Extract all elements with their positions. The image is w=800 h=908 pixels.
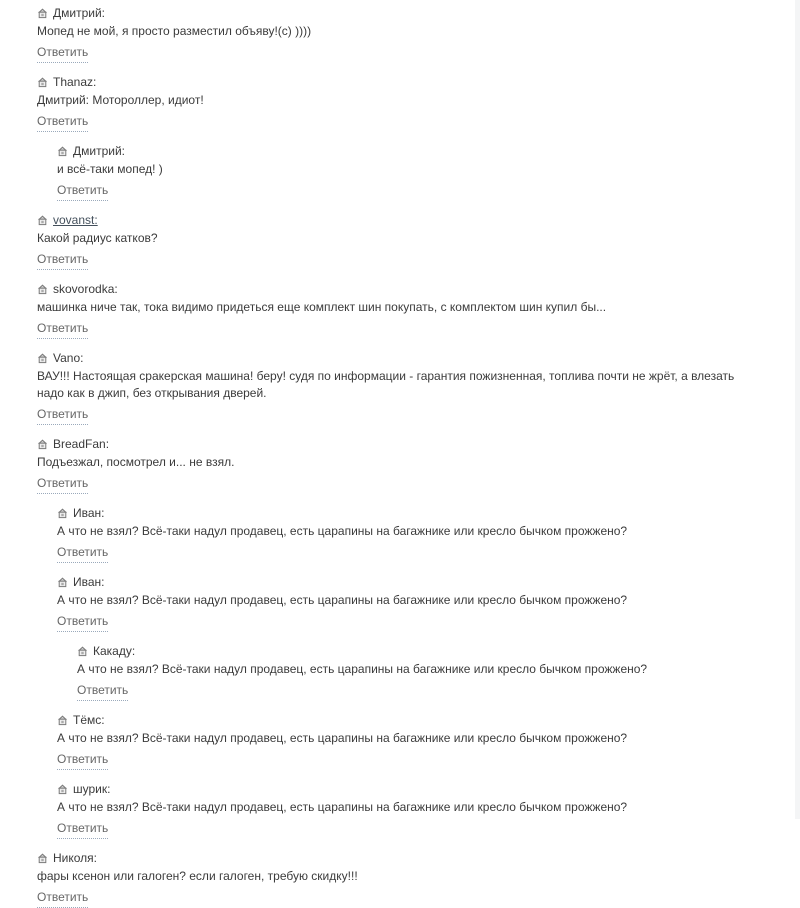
- comment-author: Дмитрий:: [73, 143, 125, 158]
- house-user-icon: [37, 8, 48, 19]
- house-user-icon: [37, 284, 48, 295]
- comment-item: [37, 73, 760, 132]
- comment-item: [37, 280, 760, 339]
- comment-author-row: [57, 504, 760, 522]
- comment-author-row: [37, 849, 760, 867]
- comment-text: фары ксенон или галоген? если галоген, требую скидку!!!: [37, 869, 358, 883]
- house-user-icon: [37, 215, 48, 226]
- comment-text: Мопед не мой, я просто разместил объяву!(с) )))): [37, 24, 312, 38]
- comment-item: [37, 349, 760, 425]
- comment-author: шурик:: [73, 781, 111, 796]
- house-user-icon: [57, 577, 68, 588]
- comment-author-row: [57, 711, 760, 729]
- comment-text: Подъезжал, посмотрел и... не взял.: [37, 455, 235, 469]
- comment-author-link[interactable]: vovanst:: [53, 212, 98, 227]
- house-user-icon: [57, 715, 68, 726]
- reply-link[interactable]: Ответить: [57, 544, 108, 563]
- comment-author-row: [37, 280, 760, 298]
- comment-author-row: [37, 4, 760, 22]
- comment-author: skovorodka:: [53, 281, 118, 296]
- house-user-icon: [57, 508, 68, 519]
- reply-link[interactable]: Ответить: [37, 406, 88, 425]
- comment-item: [57, 780, 760, 839]
- comment-author-row: [37, 349, 760, 367]
- comment-author: Thanaz:: [53, 74, 97, 89]
- comment-text: Какой радиус катков?: [37, 231, 158, 245]
- comment-author: BreadFan:: [53, 436, 110, 451]
- comment-author: Дмитрий:: [53, 5, 105, 20]
- comment-author: Иван:: [73, 505, 105, 520]
- reply-link[interactable]: Ответить: [37, 475, 88, 494]
- house-user-icon: [37, 439, 48, 450]
- comment-text: А что не взял? Всё-таки надул продавец, есть царапины на багажнике или кресло бычком прожжено?: [57, 593, 628, 607]
- comment-text: ВАУ!!! Настоящая сракерская машина! беру! судя по информации - гарантия пожизненная, топлива почти не жрёт, а влезать надо как в джип, без открывания дверей.: [37, 369, 735, 400]
- comment-author: Какаду:: [93, 643, 136, 658]
- comment-author-row: [57, 142, 760, 160]
- comment-author: Vano:: [53, 350, 84, 365]
- reply-link[interactable]: Ответить: [77, 682, 128, 701]
- house-user-icon: [77, 646, 88, 657]
- house-user-icon: [37, 353, 48, 364]
- reply-link[interactable]: Ответить: [37, 113, 88, 132]
- comment-text: Дмитрий: Мотороллер, идиот!: [37, 93, 204, 107]
- comment-item: [57, 504, 760, 563]
- reply-link[interactable]: Ответить: [57, 182, 108, 201]
- reply-link[interactable]: Ответить: [37, 320, 88, 339]
- reply-link[interactable]: Ответить: [57, 820, 108, 839]
- comment-item: [37, 4, 760, 63]
- house-user-icon: [57, 146, 68, 157]
- comment-author-row: [57, 573, 760, 591]
- comment-author: Тёмс:: [73, 712, 105, 727]
- comment-author-row: [37, 211, 760, 229]
- comment-item: [57, 573, 760, 632]
- comment-author: Иван:: [73, 574, 105, 589]
- comment-item: [37, 211, 760, 270]
- reply-link[interactable]: Ответить: [57, 613, 108, 632]
- house-user-icon: [37, 853, 48, 864]
- reply-link[interactable]: Ответить: [37, 44, 88, 63]
- reply-link[interactable]: Ответить: [57, 751, 108, 770]
- comment-item: [77, 642, 760, 701]
- page-edge: [795, 0, 800, 819]
- house-user-icon: [57, 784, 68, 795]
- comment-item: [57, 142, 760, 201]
- comment-text: А что не взял? Всё-таки надул продавец, есть царапины на багажнике или кресло бычком прожжено?: [57, 524, 628, 538]
- comment-item: [57, 711, 760, 770]
- reply-link[interactable]: Ответить: [37, 889, 88, 908]
- house-user-icon: [37, 77, 48, 88]
- reply-link[interactable]: Ответить: [37, 251, 88, 270]
- comment-text: и всё-таки мопед! ): [57, 162, 163, 176]
- comment-item: [37, 435, 760, 494]
- comment-author-row: [57, 780, 760, 798]
- comment-author-row: [37, 73, 760, 91]
- comment-author-row: [77, 642, 760, 660]
- comment-text: А что не взял? Всё-таки надул продавец, есть царапины на багажнике или кресло бычком прожжено?: [77, 662, 648, 676]
- comment-text: А что не взял? Всё-таки надул продавец, есть царапины на багажнике или кресло бычком прожжено?: [57, 731, 628, 745]
- comment-author: Николя:: [53, 850, 97, 865]
- comment-text: А что не взял? Всё-таки надул продавец, есть царапины на багажнике или кресло бычком прожжено?: [57, 800, 628, 814]
- comment-text: машинка ниче так, тока видимо придеться еще комплект шин покупать, с комплектом шин купил бы...: [37, 300, 607, 314]
- comment-author-row: [37, 435, 760, 453]
- comment-item: [37, 849, 760, 908]
